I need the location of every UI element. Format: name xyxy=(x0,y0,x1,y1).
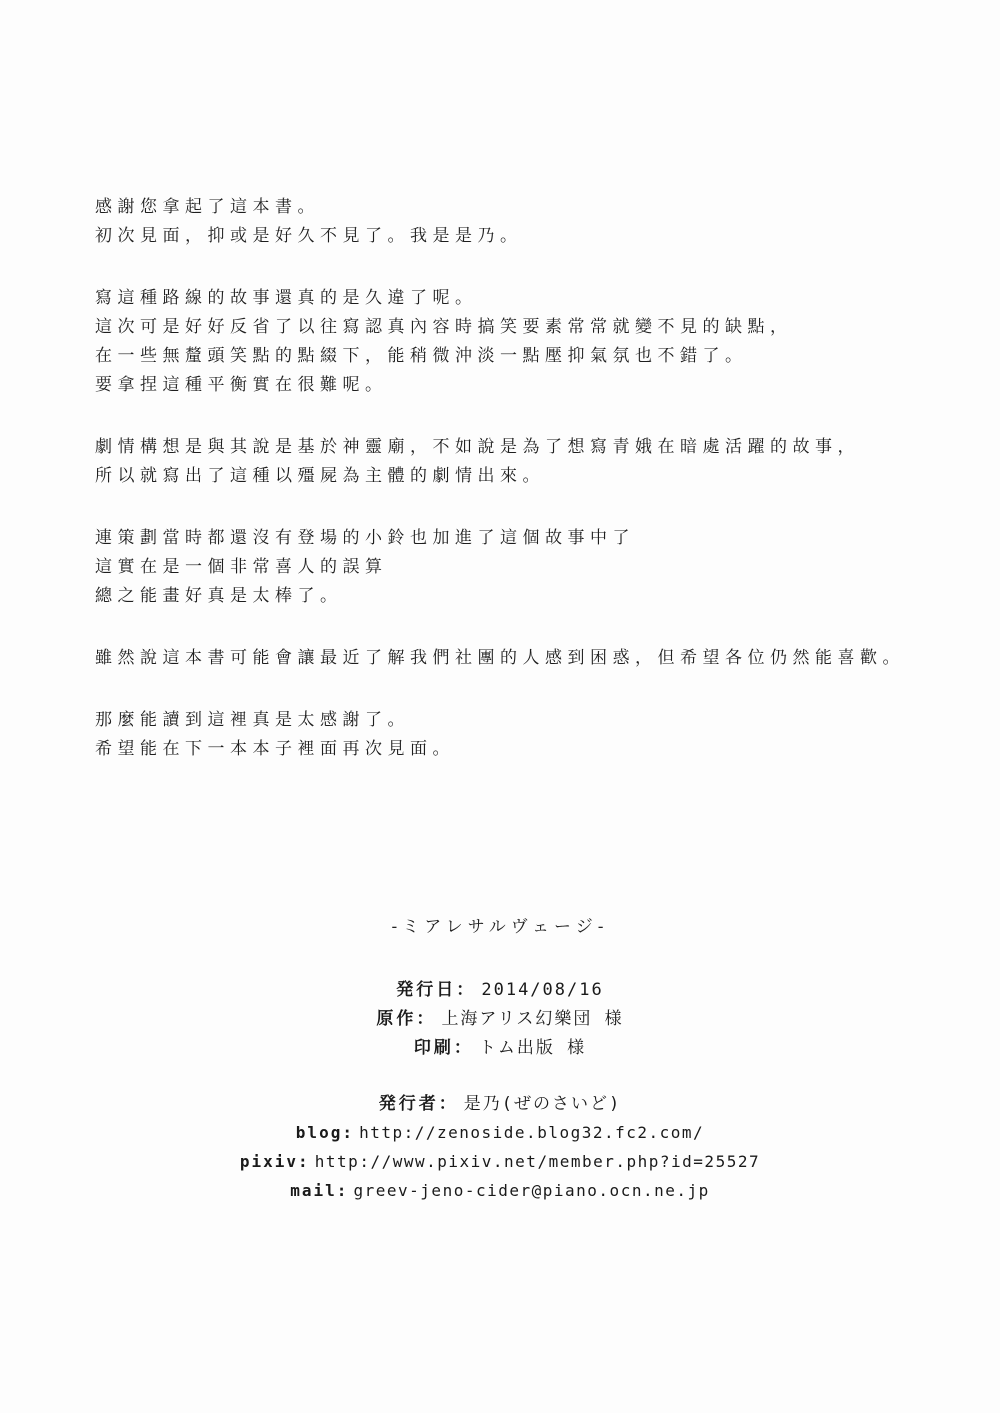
afterword-paragraph-1 xyxy=(95,193,955,251)
afterword-paragraph-3 xyxy=(95,433,955,491)
mail-row xyxy=(0,1176,1000,1205)
publisher-row xyxy=(0,1089,1000,1118)
afterword-line: 總之能畫好真是太棒了。 xyxy=(95,586,343,606)
publisher-value: 是乃(ぜのさいど) xyxy=(463,1094,622,1114)
afterword-text xyxy=(95,193,955,797)
afterword-line: 劇情構想是與其說是基於神靈廟，不如說是為了想寫青娥在暗處活躍的故事， xyxy=(95,437,860,457)
afterword-line: 所以就寫出了這種以殭屍為主體的劇情出來。 xyxy=(95,466,545,486)
afterword-line: 在一些無釐頭笑點的點綴下，能稍微沖淡一點壓抑氣氛也不錯了。 xyxy=(95,346,748,366)
afterword-line: 雖然說這本書可能會讓最近了解我們社團的人感到困惑，但希望各位仍然能喜歡。 xyxy=(95,648,905,668)
afterword-line: 連策劃當時都還沒有登場的小鈴也加進了這個故事中了 xyxy=(95,528,635,548)
afterword-line: 那麼能讀到這裡真是太感謝了。 xyxy=(95,710,410,730)
afterword-line: 希望能在下一本本子裡面再次見面。 xyxy=(95,739,455,759)
afterword-paragraph-4 xyxy=(95,524,955,611)
printer-row xyxy=(0,1033,1000,1062)
mail-label: mail: xyxy=(290,1181,349,1200)
afterword-line: 這次可是好好反省了以往寫認真內容時搞笑要素常常就變不見的缺點， xyxy=(95,317,793,337)
pixiv-url: http://www.pixiv.net/member.php?id=25527 xyxy=(314,1152,761,1171)
original-work-row xyxy=(0,1004,1000,1033)
afterword-line: 初次見面，抑或是好久不見了。我是是乃。 xyxy=(95,226,523,246)
mail-address: greev-jeno-cider@piano.ocn.ne.jp xyxy=(353,1181,710,1200)
spacer xyxy=(0,1062,1000,1089)
afterword-line: 這實在是一個非常喜人的誤算 xyxy=(95,557,388,577)
afterword-paragraph-5 xyxy=(95,644,955,673)
release-date-value: 2014/08/16 xyxy=(481,980,604,1000)
original-work-value: 上海アリス幻樂団 様 xyxy=(441,1009,624,1029)
blog-row xyxy=(0,1118,1000,1147)
blog-url: http://zenoside.blog32.fc2.com/ xyxy=(359,1123,705,1142)
afterword-paragraph-6 xyxy=(95,706,955,764)
release-date-label: 発行日： xyxy=(396,980,477,1000)
release-date-row xyxy=(0,975,1000,1004)
afterword-line: 寫這種路線的故事還真的是久違了呢。 xyxy=(95,288,478,308)
book-title: -ミアレサルヴェージ- xyxy=(391,917,609,937)
afterword-line: 要拿捏這種平衡實在很難呢。 xyxy=(95,375,388,395)
afterword-paragraph-2 xyxy=(95,284,955,400)
printer-label: 印刷： xyxy=(413,1038,474,1058)
pixiv-row xyxy=(0,1147,1000,1176)
pixiv-label: pixiv: xyxy=(239,1152,310,1171)
publisher-label: 発行者： xyxy=(378,1094,459,1114)
original-work-label: 原作： xyxy=(376,1009,437,1029)
colophon xyxy=(0,912,1000,1205)
printer-value: トム出版 様 xyxy=(478,1038,587,1058)
blog-label: blog: xyxy=(295,1123,354,1142)
afterword-line: 感謝您拿起了這本書。 xyxy=(95,197,320,217)
